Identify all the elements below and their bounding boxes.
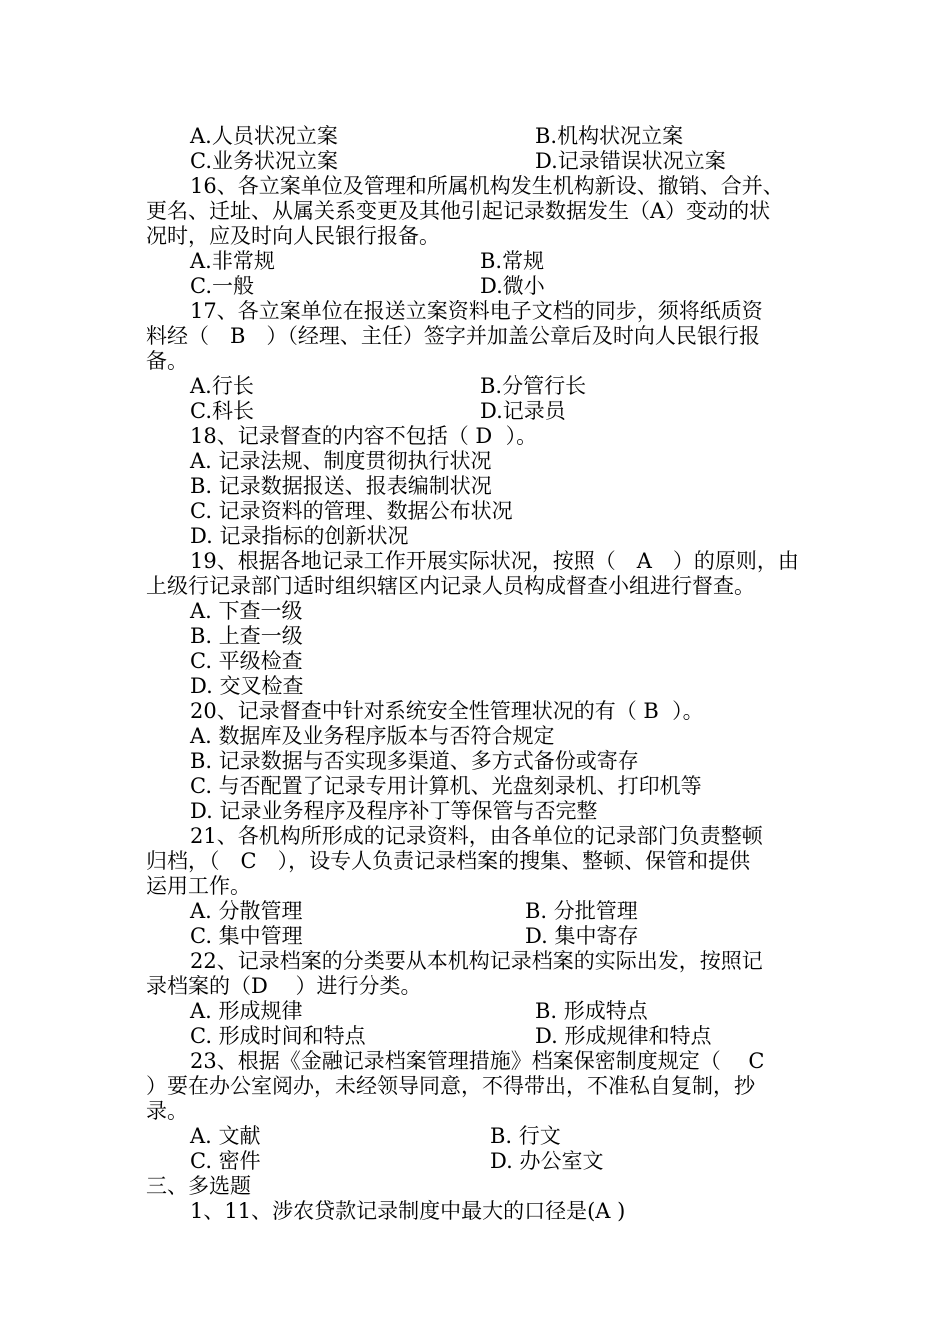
option-d: D. 集中寄存 [525, 924, 639, 948]
question-17: 17、各立案单位在报送立案资料电子文档的同步，须将纸质资 [190, 299, 763, 323]
question-17-line-3: 备。 [146, 349, 188, 373]
option-b: B.常规 [480, 249, 545, 273]
option-d: D. 交叉检查 [190, 674, 304, 698]
option-d: D. 记录业务程序及程序补丁等保管与否完整 [190, 799, 598, 823]
option-d: D. 形成规律和特点 [535, 1024, 712, 1048]
question-20: 20、记录督查中针对系统安全性管理状况的有（ B ）。 [190, 699, 704, 723]
option-a: A.人员状况立案 [190, 124, 338, 148]
question-23: 23、根据《金融记录档案管理措施》档案保密制度规定（ C [190, 1049, 765, 1073]
question-22: 22、记录档案的分类要从本机构记录档案的实际出发，按照记 [190, 949, 763, 973]
option-a: A.非常规 [190, 249, 275, 273]
question-16-line-2: 更名、迁址、从属关系变更及其他引起记录数据发生（A）变动的状 [146, 199, 771, 223]
option-d: D.记录错误状况立案 [535, 149, 726, 173]
option-a: A. 文献 [190, 1124, 261, 1148]
question-21-line-2: 归档，（ C ），设专人负责记录档案的搜集、整顿、保管和提供 [146, 849, 751, 873]
question-23-line-2: ）要在办公室阅办，未经领导同意，不得带出，不准私自复制，抄 [146, 1074, 755, 1098]
option-a: A. 数据库及业务程序版本与否符合规定 [190, 724, 555, 748]
option-d: D.记录员 [480, 399, 566, 423]
question-22-line-2: 录档案的（D ）进行分类。 [146, 974, 422, 998]
question-16: 16、各立案单位及管理和所属机构发生机构新设、撤销、合并、 [190, 174, 784, 198]
question-1: 1、11、涉农贷款记录制度中最大的口径是(A ) [190, 1199, 626, 1223]
option-a: A. 记录法规、制度贯彻执行状况 [190, 449, 492, 473]
option-b: B.机构状况立案 [535, 124, 684, 148]
option-b: B. 分批管理 [525, 899, 638, 923]
question-18: 18、记录督查的内容不包括（ D ）。 [190, 424, 538, 448]
option-a: A. 分散管理 [190, 899, 303, 923]
option-c: C. 与否配置了记录专用计算机、光盘刻录机、打印机等 [190, 774, 702, 798]
option-b: B. 上查一级 [190, 624, 303, 648]
option-b: B.分管行长 [480, 374, 587, 398]
option-c: C. 平级检查 [190, 649, 303, 673]
option-d: D.微小 [480, 274, 545, 298]
option-d: D. 办公室文 [490, 1149, 604, 1173]
option-c: C. 记录资料的管理、数据公布状况 [190, 499, 513, 523]
question-17-line-2: 料经（ B ）（经理、主任）签字并加盖公章后及时向人民银行报 [146, 324, 760, 348]
question-16-line-3: 况时，应及时向人民银行报备。 [146, 224, 440, 248]
question-19: 19、根据各地记录工作开展实际状况，按照（ A ）的原则，由 [190, 549, 799, 573]
section-heading: 三、多选题 [146, 1174, 251, 1198]
question-23-line-3: 录。 [146, 1099, 188, 1123]
option-c: C. 密件 [190, 1149, 261, 1173]
option-a: A.行长 [190, 374, 254, 398]
question-21: 21、各机构所形成的记录资料，由各单位的记录部门负责整顿 [190, 824, 763, 848]
option-c: C.一般 [190, 274, 254, 298]
option-c: C. 集中管理 [190, 924, 303, 948]
option-b: B. 行文 [490, 1124, 561, 1148]
option-c: C.科长 [190, 399, 254, 423]
question-19-line-2: 上级行记录部门适时组织辖区内记录人员构成督查小组进行督查。 [146, 574, 755, 598]
question-21-line-3: 运用工作。 [146, 874, 251, 898]
option-b: B. 记录数据与否实现多渠道、多方式备份或寄存 [190, 749, 639, 773]
option-b: B. 形成特点 [535, 999, 648, 1023]
option-c: C. 形成时间和特点 [190, 1024, 366, 1048]
option-d: D. 记录指标的创新状况 [190, 524, 409, 548]
option-b: B. 记录数据报送、报表编制状况 [190, 474, 492, 498]
option-a: A. 形成规律 [190, 999, 303, 1023]
option-a: A. 下查一级 [190, 599, 303, 623]
option-c: C.业务状况立案 [190, 149, 338, 173]
